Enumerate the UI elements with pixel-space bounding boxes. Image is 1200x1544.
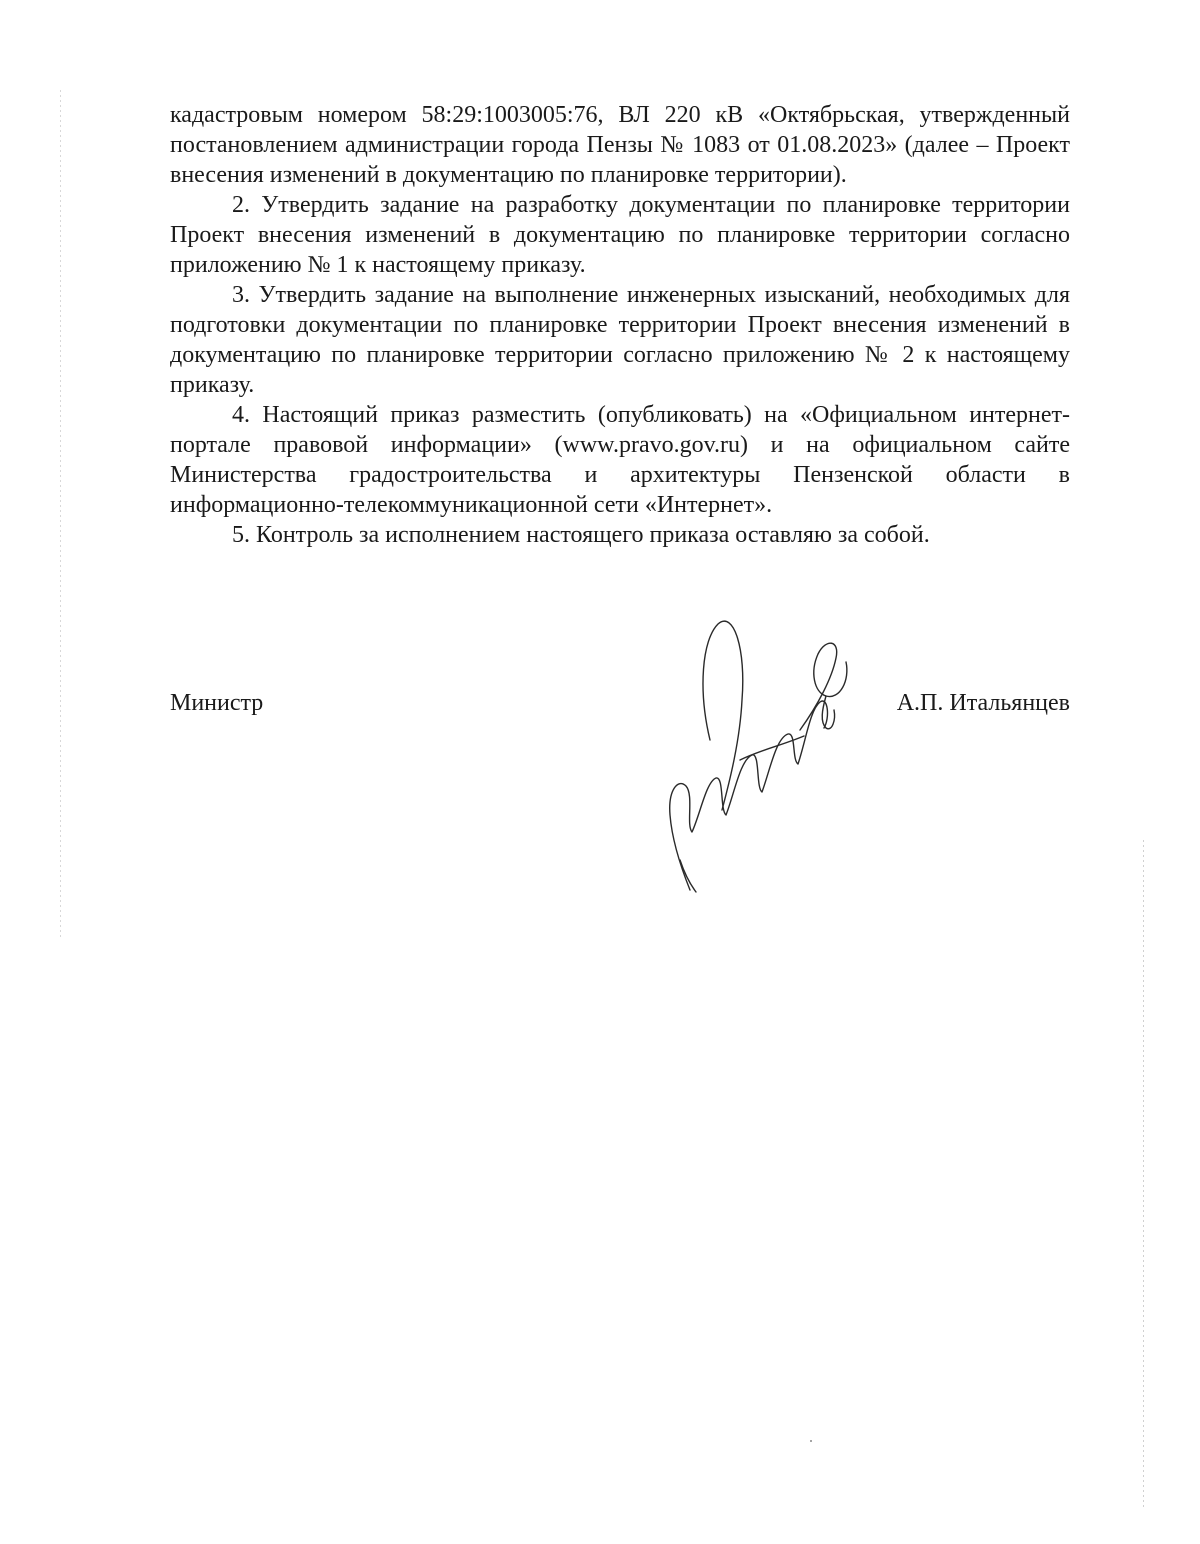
handwritten-signature <box>650 610 860 900</box>
scan-edge-right <box>1143 840 1144 1510</box>
signatory-title: Министр <box>170 690 264 716</box>
paragraph-item-5: 5. Контроль за исполнением настоящего приказа оставляю за собой. <box>232 522 930 548</box>
paragraph-item-4: 4. Настоящий приказ разместить (опубликовать) на «Официальном интернет-портале правовой информации» (www.pravo.gov.ru) и на официальном сайте Министерства градостроительства и архитектуры Пензенской области в информационно-телекоммуникационной сети «Интернет». <box>170 402 1070 518</box>
scan-edge-left <box>60 90 61 940</box>
paragraph-continuation: кадастровым номером 58:29:1003005:76, ВЛ 220 кВ «Октябрьская, утвержденный постановлением администрации города Пензы № 1083 от 01.08.2023» (далее – Проект внесения изменений в документацию по планировке территории). <box>170 102 1070 188</box>
scan-speck <box>810 1440 812 1442</box>
paragraph-item-3: 3. Утвердить задание на выполнение инженерных изысканий, необходимых для подготовки документации по планировке территории Проект внесения изменений в документацию по планировке территории согласно приложению № 2 к настоящему приказу. <box>170 282 1070 398</box>
document-body <box>170 100 1070 550</box>
signature-block <box>170 690 1070 730</box>
signatory-name: А.П. Итальянцев <box>896 690 1070 716</box>
paragraph-item-2: 2. Утвердить задание на разработку документации по планировке территории Проект внесения изменений в документацию по планировке территории согласно приложению № 1 к настоящему приказу. <box>170 192 1070 278</box>
